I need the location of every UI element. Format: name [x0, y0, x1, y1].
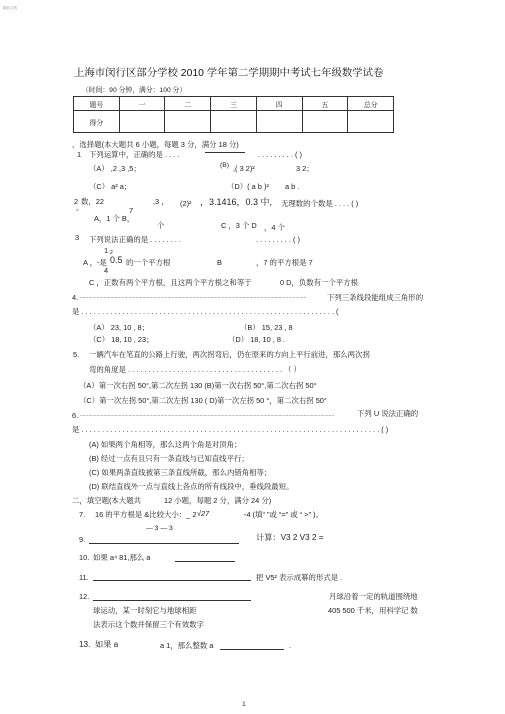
section-2-heading-2: 12 小题，每题 2 分，满分 24 分)	[164, 496, 272, 505]
score-header-cell: 三	[211, 97, 257, 111]
q12-text-1: 月球沿着一定的轨道围绕地	[329, 592, 418, 601]
score-header-cell: 二	[165, 97, 211, 111]
score-cell[interactable]	[348, 111, 394, 133]
q2-seven: 7	[129, 206, 134, 215]
q13-blank[interactable]	[220, 649, 284, 650]
q6-number: 6.	[72, 411, 79, 420]
q11-blank[interactable]	[93, 580, 251, 581]
score-header-cell: 四	[256, 97, 302, 111]
q9-number: 9.	[79, 535, 86, 544]
q10-text: 如果 a⁴ 81,那么 a	[93, 553, 151, 562]
corner-note: 精品文档	[3, 6, 17, 10]
q7-number: 7.	[79, 510, 86, 519]
score-header-cell: 一	[119, 97, 165, 111]
q12-text-3: 405 500 千米，用科学记 数	[328, 606, 418, 615]
q6-option-d: (D) 联结直线外一点与直线上各点的所有线段中，垂线段最短。	[89, 482, 294, 491]
q3-number: 3	[75, 233, 80, 242]
q7-text: 16 的平方根是 &比较大小：_ 2	[95, 510, 197, 519]
q9-blank[interactable]	[89, 543, 239, 544]
q2-dot: 。	[76, 203, 84, 212]
q1-number: 1	[77, 150, 82, 159]
q4-option-c: （C） 18, 10 , 23；	[89, 335, 154, 344]
q4-option-a: （A） 23, 10 , 8；	[89, 323, 149, 332]
q6-stem: 下列 U 说法正确的	[357, 409, 419, 418]
q4-number: 4.	[72, 293, 79, 302]
q3-option-b: ，7 的平方根是 7	[256, 258, 313, 267]
q1-paren: . . . . . . . . . ( )	[258, 150, 302, 159]
q6-option-c: (C) 如果两条直线被第三条直线所截，那么内错角相等；	[89, 468, 272, 477]
q2-line1-e: 无理数的个数是 . . . . ( )	[281, 199, 359, 208]
q3-option-a-text: 的一个平方根	[126, 258, 171, 267]
q12-text-4: 法表示这个数并保留三个有效数字	[93, 620, 204, 629]
q3-frac-bot: 4	[104, 266, 109, 275]
q11-number: 11.	[79, 573, 89, 582]
section-2-heading: 二，填空题(本大题共	[72, 496, 141, 505]
q2-option-c: C ，3 个 D	[221, 221, 257, 230]
q2-line1-b: ,3 ，	[153, 197, 169, 206]
q2-option-a: A，1 个 B，	[94, 214, 135, 223]
q4-dotted: ...................................................................................................................................................................	[80, 294, 307, 300]
q13-text-b: a 1，那么整数 a	[160, 641, 214, 650]
q12-text-2: 球运动，某一时刻它与地球相距	[93, 606, 197, 615]
q1-option-a: （A） ,2 ,3 ,5；	[89, 164, 141, 173]
q13-number: 13.	[79, 640, 91, 649]
q8-labels: — 3 — 3	[146, 525, 173, 532]
q3-frac-top: 1	[104, 246, 109, 255]
q7-root: √27	[197, 509, 210, 518]
q5-options-cd: （C）第一次左拐 50°,第二次左拐 130 ( D)第一次左拐 50 °，第二次右拐 50°	[79, 396, 327, 405]
q5-number: 5.	[73, 350, 80, 359]
q9-text: 计算：V3 2 V3 2 =	[256, 533, 324, 542]
q4-stem: 下列三条线段能组成三角形的	[327, 293, 424, 302]
q4-option-d: （D） 18, 10 , 8 .	[228, 335, 286, 344]
q10-blank[interactable]	[175, 561, 235, 562]
score-row-label: 得分	[74, 111, 120, 133]
q1-stem: 下列运算中，正确的是 . . . .	[89, 150, 180, 159]
q2-line1-d: ，3.1416，0.3 中,	[200, 197, 273, 207]
q2-option-b: 个	[157, 221, 165, 230]
q12-blank[interactable]	[93, 600, 251, 601]
q6-option-b: (B) 经过一点有且只有一条直线与已知直线平行；	[89, 454, 249, 463]
page-number: 1	[242, 701, 246, 708]
score-header-cell: 总分	[348, 97, 394, 111]
q3-option-c: C ，正数有两个平方根，且这两个平方根之和等于	[89, 278, 252, 287]
page-title: 上海市闵行区部分学校 2010 学年第二学期期中考试七年级数学试卷	[74, 68, 384, 79]
exam-info: （时间：90 分钟，满分：100 分）	[82, 87, 187, 94]
score-cell[interactable]	[211, 111, 257, 133]
q6-stem-2: 是 . . . . . . . . . . . . . . . . . . . . . . . . . . . . . . . . . . . . . . . . . . . . . . . . . . . . . . . . . . . . . . . . . . . . . . . . . ( )	[72, 425, 389, 434]
q6-option-a: (A) 如果两个角相等，那么这两个角是对顶角；	[89, 440, 242, 449]
q1-option-b: ,( 3 2)²	[233, 164, 255, 173]
q1-option-c: （C） a² a；	[89, 182, 132, 191]
score-table	[73, 96, 394, 133]
q3-option-a-value: 0.5	[110, 255, 123, 265]
q7-compare: -4 (填“ ”或 “=” 或 “ >” )。	[244, 510, 323, 519]
score-cell[interactable]	[256, 111, 302, 133]
q4-stem-2: 是 . . . . . . . . . . . . . . . . . . . . . . . . . . . . . . . . . . . . . . . . . . . . . . . . . . . . . . . . . . . . . . (	[72, 307, 339, 316]
q11-text: 把 V5² 表示成幂的形式是 .	[256, 573, 343, 582]
q2-line1-a: 数，22	[81, 197, 105, 206]
q1-option-d-value: a b .	[285, 182, 300, 191]
section-1-heading: 、选择题(本大题共 6 小题，每题 3 分，满分 18 分)	[72, 140, 239, 149]
q5-stem-2: 弯的角度是 . . . . . . . . . . . . . . . . . . . . . . . . . . . . . . . . . . . . . . （ ）	[89, 365, 301, 374]
score-header-cell: 五	[302, 97, 348, 111]
q5-options-ab: （A）第一次右拐 50°,第二次左拐 130 (B)第一次右拐 50°,第二次右拐 50°	[79, 381, 317, 390]
score-header-cell: 题号	[74, 97, 120, 111]
q3-option-b-label: B	[217, 258, 222, 267]
q2-line1-c: (2)²	[180, 199, 192, 208]
q3-paren: . . . . . . . . . ( )	[256, 235, 300, 244]
q1-option-d: （D）( a b )²	[227, 182, 269, 191]
q4-option-b: （B） 15, 23 , 8	[240, 323, 293, 332]
q12-number: 12.	[79, 592, 90, 601]
score-cell[interactable]	[302, 111, 348, 133]
q2-option-d: ，4 个	[264, 223, 285, 232]
score-cell[interactable]	[165, 111, 211, 133]
q13-text-a: 如果 a	[95, 640, 119, 649]
score-cell[interactable]	[119, 111, 165, 133]
q5-stem: 一辆汽车在笔直的公路上行驶，两次拐弯后，仍在原来的方向上平行前进，那么两次拐	[89, 350, 370, 359]
q3-option-d: 0 D，负数有一个平方根	[280, 278, 359, 287]
q10-number: 10.	[79, 553, 90, 562]
q3-frac-sub: 2	[110, 250, 113, 256]
q3-option-a: A ，-是	[83, 258, 107, 267]
q1-option-b-label: (B)	[220, 162, 230, 169]
q3-stem: 下列说法正确的是 . . . . . . . .	[89, 235, 181, 244]
q6-dotted: .......................................................................................................................................................................................	[80, 412, 335, 418]
q2-number: 2	[74, 197, 79, 206]
q13-end: .	[289, 641, 292, 650]
q1-option-b-value: 3 2；	[296, 164, 314, 173]
q1-overline	[205, 152, 245, 153]
